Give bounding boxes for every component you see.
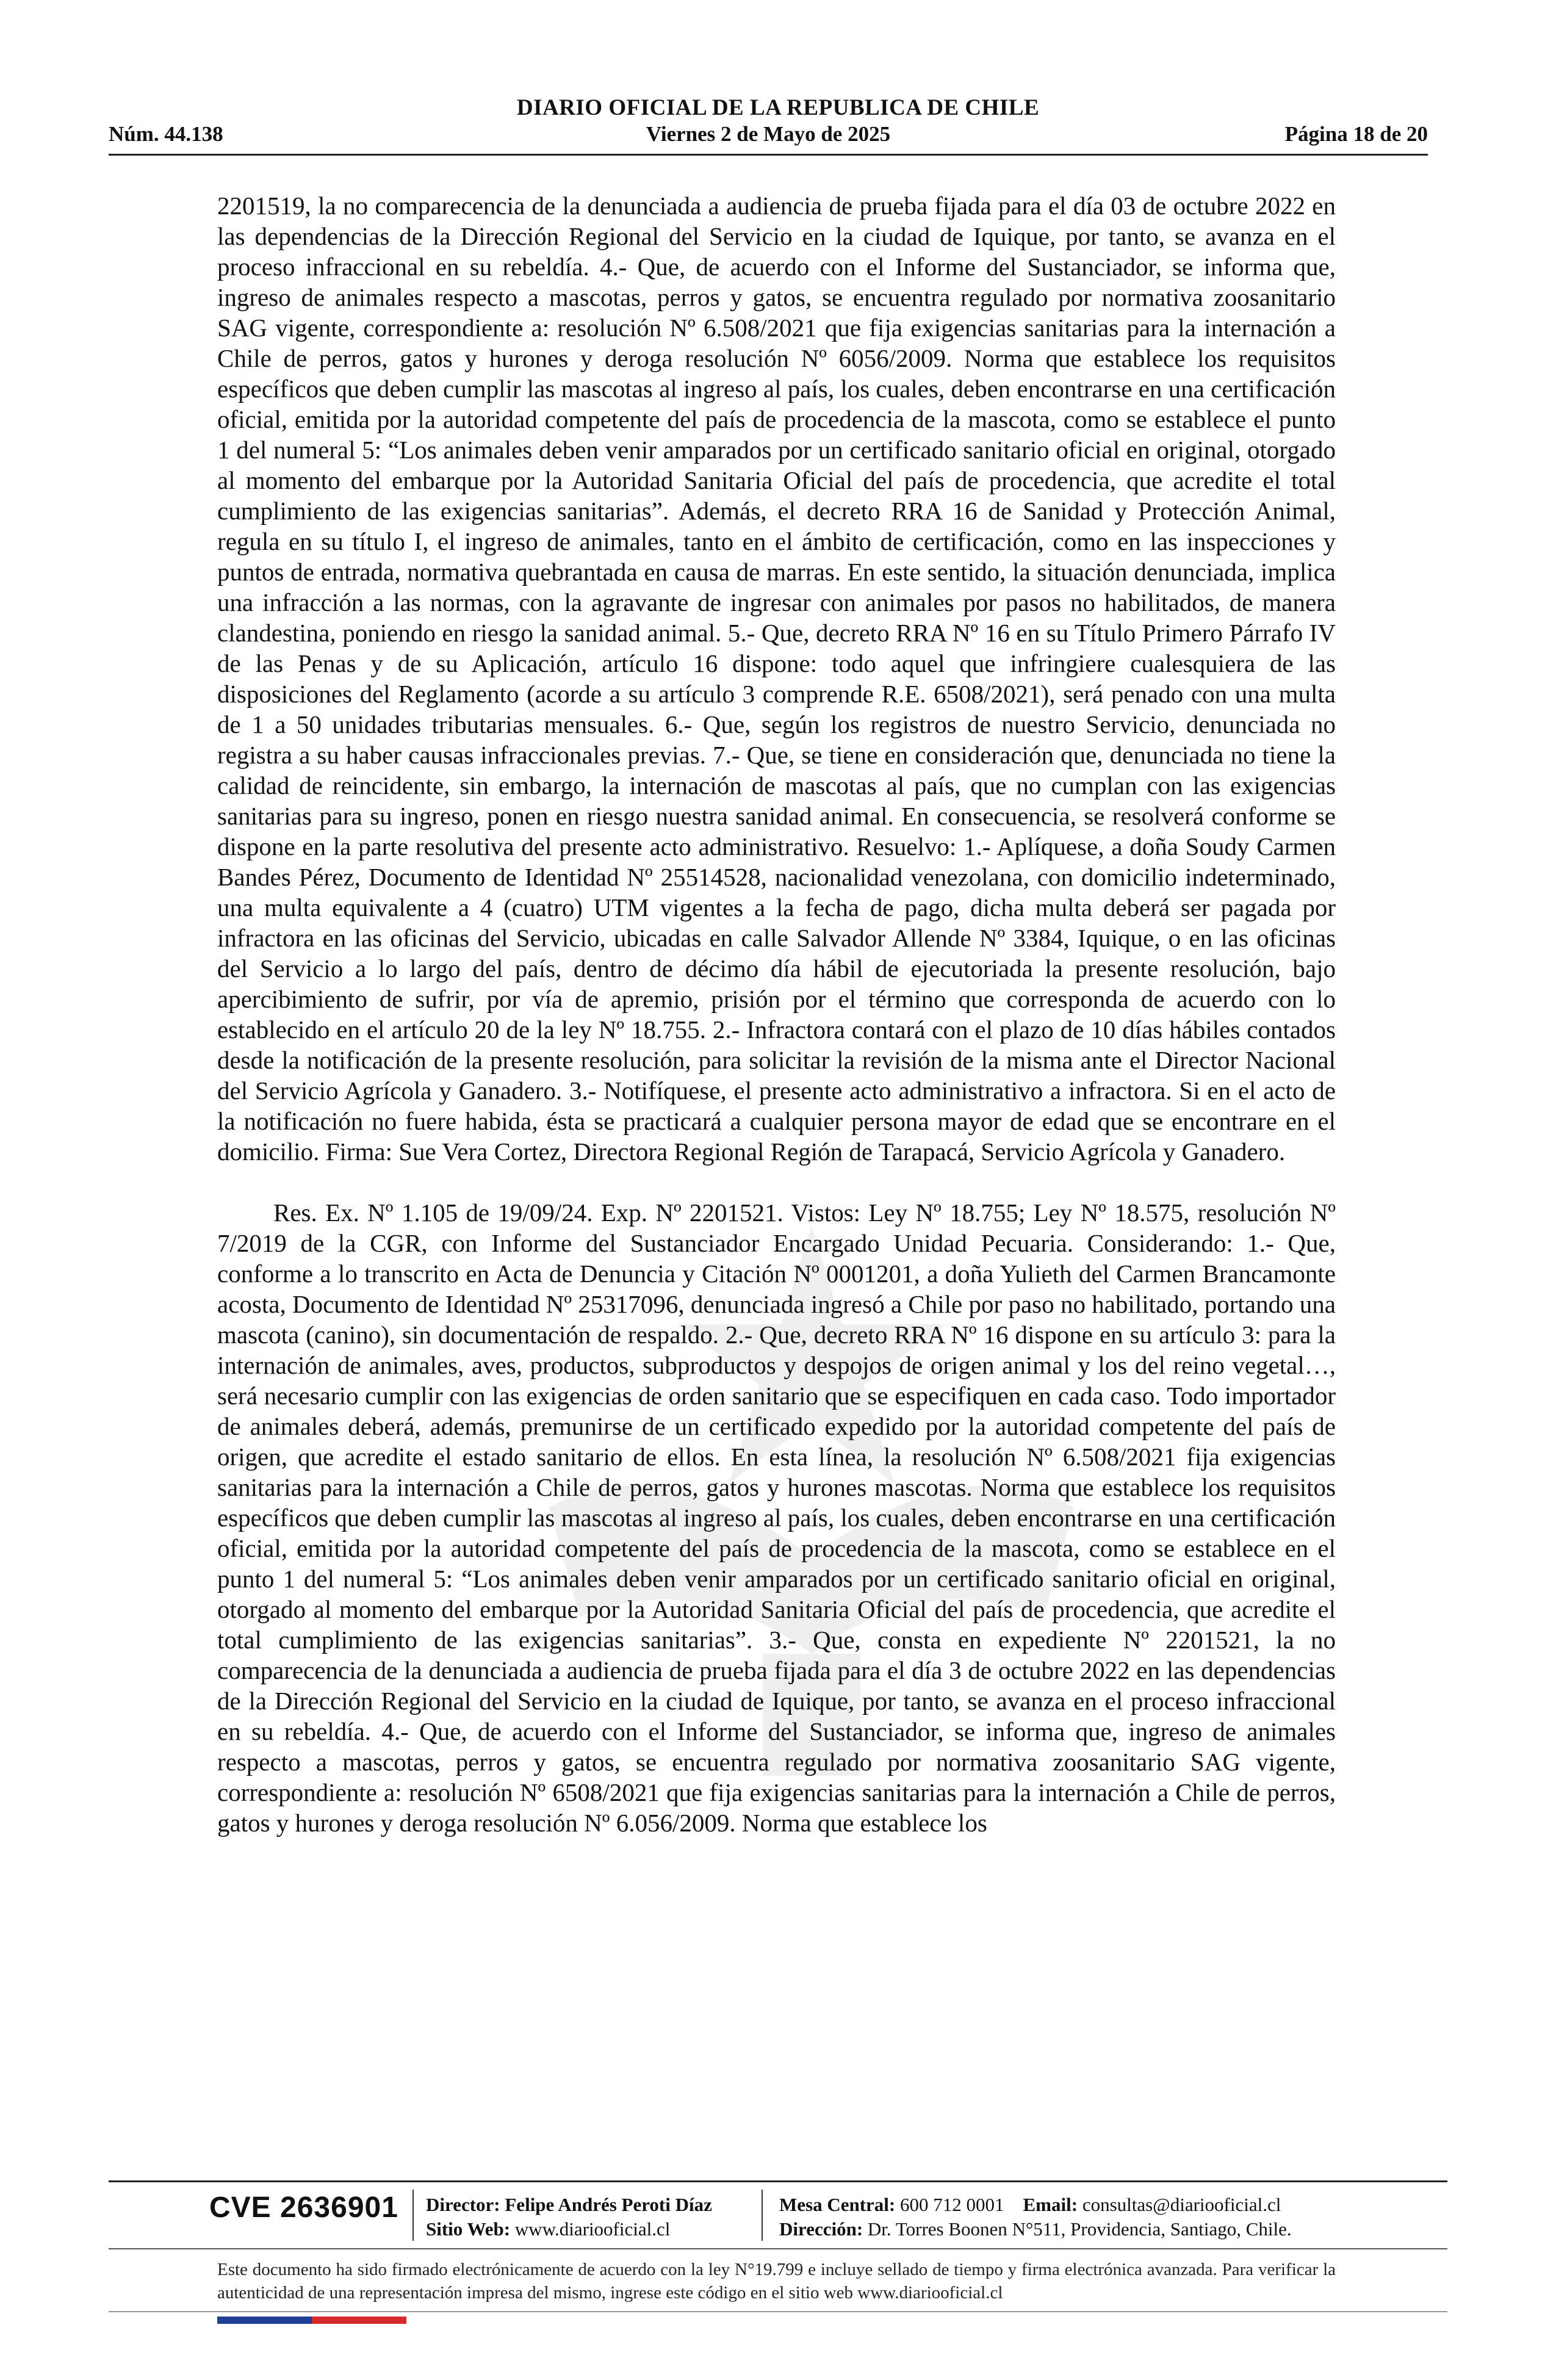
footer-divider-bottom bbox=[109, 2311, 1447, 2312]
email-label: Email: bbox=[1023, 2194, 1078, 2215]
director-name: Felipe Andrés Peroti Díaz bbox=[505, 2194, 712, 2215]
phone-label: Mesa Central: bbox=[779, 2194, 896, 2215]
website-label: Sitio Web: bbox=[426, 2218, 511, 2240]
electronic-signature-note: Este documento ha sido firmado electrónicamente de acuerdo con la ley N°19.799 e incluye sellado de tiempo y firma electrónica avanzada. Para verificar la autenticidad de una representación impresa del mismo, ingrese este código en el sitio web www.diariooficial.cl bbox=[217, 2260, 1336, 2302]
footer-director-block bbox=[426, 2193, 712, 2241]
header-divider bbox=[109, 154, 1428, 156]
page-indicator: Página 18 de 20 bbox=[1284, 122, 1428, 146]
footer-contact-block bbox=[779, 2193, 1292, 2241]
newspaper-title: DIARIO OFICIAL DE LA REPUBLICA DE CHILE bbox=[516, 95, 1040, 120]
phone-number: 600 712 0001 bbox=[900, 2194, 1004, 2215]
director-label: Director: bbox=[426, 2194, 500, 2215]
footer-separator bbox=[762, 2190, 763, 2241]
footer-divider-top bbox=[109, 2180, 1447, 2182]
flag-stripe-red bbox=[312, 2317, 406, 2324]
address-label: Dirección: bbox=[779, 2218, 863, 2240]
cve-code: CVE 2636901 bbox=[209, 2191, 398, 2224]
issue-number: Núm. 44.138 bbox=[109, 122, 223, 146]
issue-date: Viernes 2 de Mayo de 2025 bbox=[646, 122, 891, 146]
email-link[interactable]: consultas@diariooficial.cl bbox=[1082, 2194, 1281, 2215]
address-text: Dr. Torres Boonen N°511, Providencia, Santiago, Chile. bbox=[867, 2218, 1292, 2240]
paragraph-1: 2201519, la no comparecencia de la denunciada a audiencia de prueba fijada para el día 03 de octubre 2022 en las dependencias de la Dirección Regional del Servicio en la ciudad de Iquique, por tanto, se avanza en el proceso infraccional en su rebeldía. 4.- Que, de acuerdo con el Informe del Sustanciador, se informa que, ingreso de animales respecto a mascotas, perros y gatos, se encuentra regulado por normativa zoosanitario SAG vigente, correspondiente a: resolución Nº 6.508/2021 que fija exigencias sanitarias para la internación a Chile de perros, gatos y hurones y deroga resolución Nº 6056/2009. Norma que establece los requisitos específicos que deben cumplir las mascotas al ingreso al país, los cuales, deben encontrarse en una certificación oficial, emitida por la autoridad competente del país de procedencia de la mascota, como se establece el punto 1 del numeral 5: “Los animales deben venir amparados por un certificado sanitario oficial en original, otorgado al momento del embarque por la Autoridad Sanitaria Oficial del país de procedencia, que acredite el total cumplimiento de las exigencias sanitarias”. Además, el decreto RRA 16 de Sanidad y Protección Animal, regula en su título I, el ingreso de animales, tanto en el ámbito de certificación, como en las inspecciones y puntos de entrada, normativa quebrantada en causa de marras. En este sentido, la situación denunciada, implica una infracción a las normas, con la agravante de ingresar con animales por pasos no habilitados, de manera clandestina, poniendo en riesgo la sanidad animal. 5.- Que, decreto RRA Nº 16 en su Título Primero Párrafo IV de las Penas y de su Aplicación, artículo 16 dispone: todo aquel que infringiere cualesquiera de las disposiciones del Reglamento (acorde a su artículo 3 comprende R.E. 6508/2021), será penado con una multa de 1 a 50 unidades tributarias mensuales. 6.- Que, según los registros de nuestro Servicio, denunciada no registra a su haber causas infraccionales previas. 7.- Que, se tiene en consideración que, denunciada no tiene la calidad de reincidente, sin embargo, la internación de mascotas al país, que no cumplan con las exigencias sanitarias para su ingreso, ponen en riesgo nuestra sanidad animal. En consecuencia, se resolverá conforme se dispone en la parte resolutiva del presente acto administrativo. Resuelvo: 1.- Aplíquese, a doña Soudy Carmen Bandes Pérez, Documento de Identidad Nº 25514528, nacionalidad venezolana, con domicilio indeterminado, una multa equivalente a 4 (cuatro) UTM vigentes a la fecha de pago, dicha multa deberá ser pagada por infractora en las oficinas del Servicio, ubicadas en calle Salvador Allende Nº 3384, Iquique, o en las oficinas del Servicio a lo largo del país, dentro de décimo día hábil de ejecutoriada la presente resolución, bajo apercibimiento de sufrir, por vía de apremio, prisión por el término que corresponda de acuerdo con lo establecido en el artículo 20 de la ley Nº 18.755. 2.- Infractora contará con el plazo de 10 días hábiles contados desde la notificación de la presente resolución, para solicitar la revisión de la misma ante el Director Nacional del Servicio Agrícola y Ganadero. 3.- Notifíquese, el presente acto administrativo a infractora. Si en el acto de la notificación no fuere habida, ésta se practicará a cualquier persona mayor de edad que se encontrare en el domicilio. Firma: Sue Vera Cortez, Directora Regional Región de Tarapacá, Servicio Agrícola y Ganadero. bbox=[217, 192, 1336, 1166]
header-row bbox=[109, 122, 1428, 150]
footer-divider-middle bbox=[109, 2248, 1447, 2249]
paragraph-2: Res. Ex. Nº 1.105 de 19/09/24. Exp. Nº 2201521. Vistos: Ley Nº 18.755; Ley Nº 18.575, resolución Nº 7/2019 de la CGR, con Informe del Sustanciador Encargado Unidad Pecuaria. Considerando: 1.- Que, conforme a lo transcrito en Acta de Denuncia y Citación Nº 0001201, a doña Yulieth del Carmen Brancamonte acosta, Documento de Identidad Nº 25317096, denunciada ingresó a Chile por paso no habilitado, portando una mascota (canino), sin documentación de respaldo. 2.- Que, decreto RRA Nº 16 dispone en su artículo 3: para la internación de animales, aves, productos, subproductos y despojos de origen animal y los del reino vegetal…, será necesario cumplir con las exigencias de orden sanitario que se especifiquen en cada caso. Todo importador de animales deberá, además, premunirse de un certificado expedido por la autoridad competente del país de origen, que acredite el estado sanitario de ellos. En esta línea, la resolución Nº 6.508/2021 fija exigencias sanitarias para la internación a Chile de perros, gatos y hurones mascotas. Norma que establece los requisitos específicos que deben cumplir las mascotas al ingreso al país, los cuales, deben encontrarse en una certificación oficial, emitida por la autoridad competente del país de procedencia de la mascota, como se establece en el punto 1 del numeral 5: “Los animales deben venir amparados por un certificado sanitario oficial en original, otorgado al momento del embarque por la Autoridad Sanitaria Oficial del país de procedencia, que acredite el total cumplimiento de las exigencias sanitarias”. 3.- Que, consta en expediente Nº 2201521, la no comparecencia de la denunciada a audiencia de prueba fijada para el día 3 de octubre 2022 en las dependencias de la Dirección Regional del Servicio en la ciudad de Iquique, por tanto, se avanza en el proceso infraccional en su rebeldía. 4.- Que, de acuerdo con el Informe del Sustanciador, se informa que, ingreso de animales respecto a mascotas, perros y gatos, se encuentra regulado por normativa zoosanitario SAG vigente, correspondiente a: resolución Nº 6508/2021 que fija exigencias sanitarias para la internación a Chile de perros, gatos y hurones y deroga resolución Nº 6.056/2009. Norma que establece los bbox=[217, 1199, 1336, 1837]
article-body bbox=[217, 190, 1336, 1838]
footer-separator bbox=[412, 2190, 414, 2241]
website-link[interactable]: www.diariooficial.cl bbox=[514, 2218, 671, 2240]
flag-stripe-blue bbox=[217, 2317, 312, 2324]
